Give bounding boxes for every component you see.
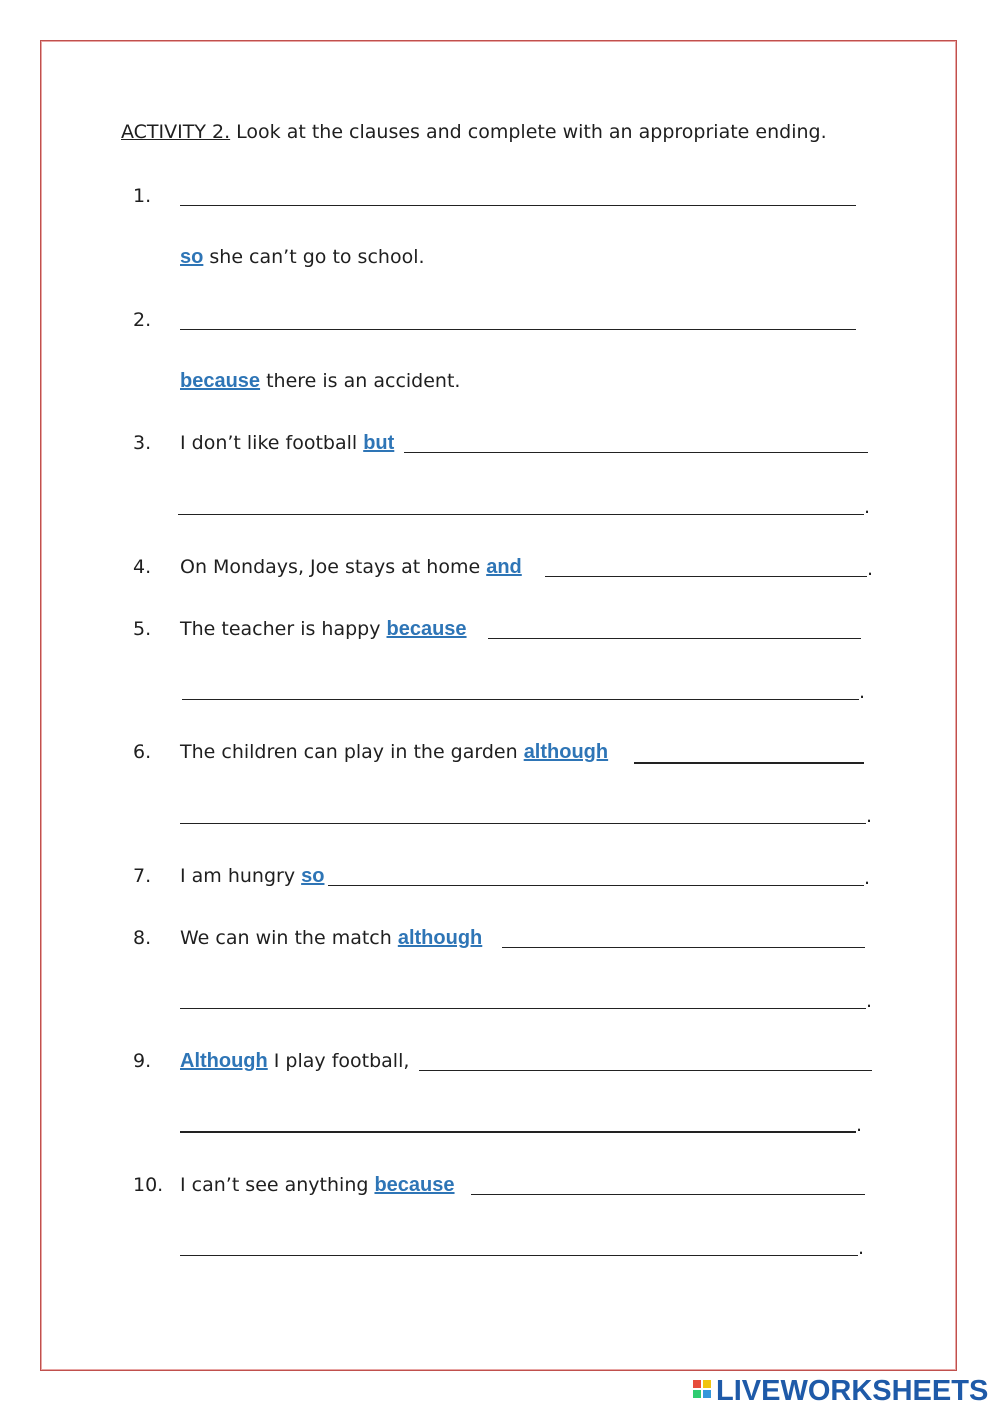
answer-blank[interactable] — [178, 514, 864, 515]
clause-text: there is an accident. — [260, 370, 461, 392]
item-number: 6. — [133, 741, 152, 763]
brand-name: LIVEWORKSHEETS — [716, 1374, 989, 1407]
item-number: 4. — [133, 556, 152, 578]
answer-blank[interactable] — [471, 1194, 865, 1195]
answer-blank[interactable] — [180, 1008, 866, 1009]
connector-word: and — [486, 556, 522, 578]
answer-blank[interactable] — [488, 638, 861, 639]
connector-word: but — [363, 432, 395, 454]
connector-word: although — [523, 741, 609, 763]
page-border — [40, 40, 957, 1371]
instruction-text: Look at the clauses and complete with an appropriate ending. — [230, 121, 827, 143]
clause-text: We can win the match — [180, 927, 398, 949]
activity-instruction — [121, 121, 827, 143]
connector-word: so — [301, 865, 325, 887]
connector-word: because — [386, 618, 467, 640]
logo-block — [693, 1380, 701, 1388]
answer-blank[interactable] — [502, 947, 865, 948]
period: . — [858, 1237, 865, 1259]
clause-text: The children can play in the garden — [180, 741, 524, 763]
activity-label: ACTIVITY 2. — [121, 121, 231, 143]
item-number: 10. — [133, 1174, 164, 1196]
brand-blocks-icon — [693, 1378, 713, 1404]
period: . — [856, 1114, 863, 1136]
item-number: 8. — [133, 927, 152, 949]
answer-blank[interactable] — [545, 576, 867, 577]
connector-word: because — [374, 1174, 455, 1196]
answer-blank[interactable] — [180, 823, 866, 824]
period: . — [866, 805, 873, 827]
clause-text: she can’t go to school. — [203, 246, 425, 268]
logo-block — [703, 1390, 711, 1398]
answer-blank[interactable] — [419, 1070, 872, 1071]
liveworksheets-logo — [693, 1374, 988, 1408]
answer-blank[interactable] — [182, 699, 859, 700]
answer-blank[interactable] — [328, 885, 864, 886]
clause-text: I don’t like football — [180, 432, 364, 454]
period: . — [864, 496, 871, 518]
clause-text: On Mondays, Joe stays at home — [180, 556, 487, 578]
clause-text: I can’t see anything — [180, 1174, 375, 1196]
item-number: 5. — [133, 618, 152, 640]
answer-blank[interactable] — [180, 1131, 856, 1133]
answer-blank[interactable] — [634, 762, 864, 764]
clause-text: I play football, — [267, 1050, 410, 1072]
item-number: 9. — [133, 1050, 152, 1072]
connector-word: Although — [180, 1050, 268, 1072]
connector-word: because — [180, 370, 261, 392]
answer-blank[interactable] — [180, 1255, 858, 1256]
logo-block — [703, 1380, 711, 1388]
clause-text: The teacher is happy — [180, 618, 387, 640]
connector-word: although — [397, 927, 483, 949]
period: . — [867, 558, 874, 580]
period: . — [866, 990, 873, 1012]
clause-text: I am hungry — [180, 865, 302, 887]
item-number: 3. — [133, 432, 152, 454]
logo-block — [693, 1390, 701, 1398]
period: . — [864, 867, 871, 889]
period: . — [859, 681, 866, 703]
item-number: 1. — [133, 185, 152, 207]
connector-word: so — [180, 246, 204, 268]
answer-blank[interactable] — [180, 205, 856, 206]
answer-blank[interactable] — [180, 329, 856, 330]
answer-blank[interactable] — [404, 452, 868, 453]
item-number: 2. — [133, 309, 152, 331]
item-number: 7. — [133, 865, 152, 887]
